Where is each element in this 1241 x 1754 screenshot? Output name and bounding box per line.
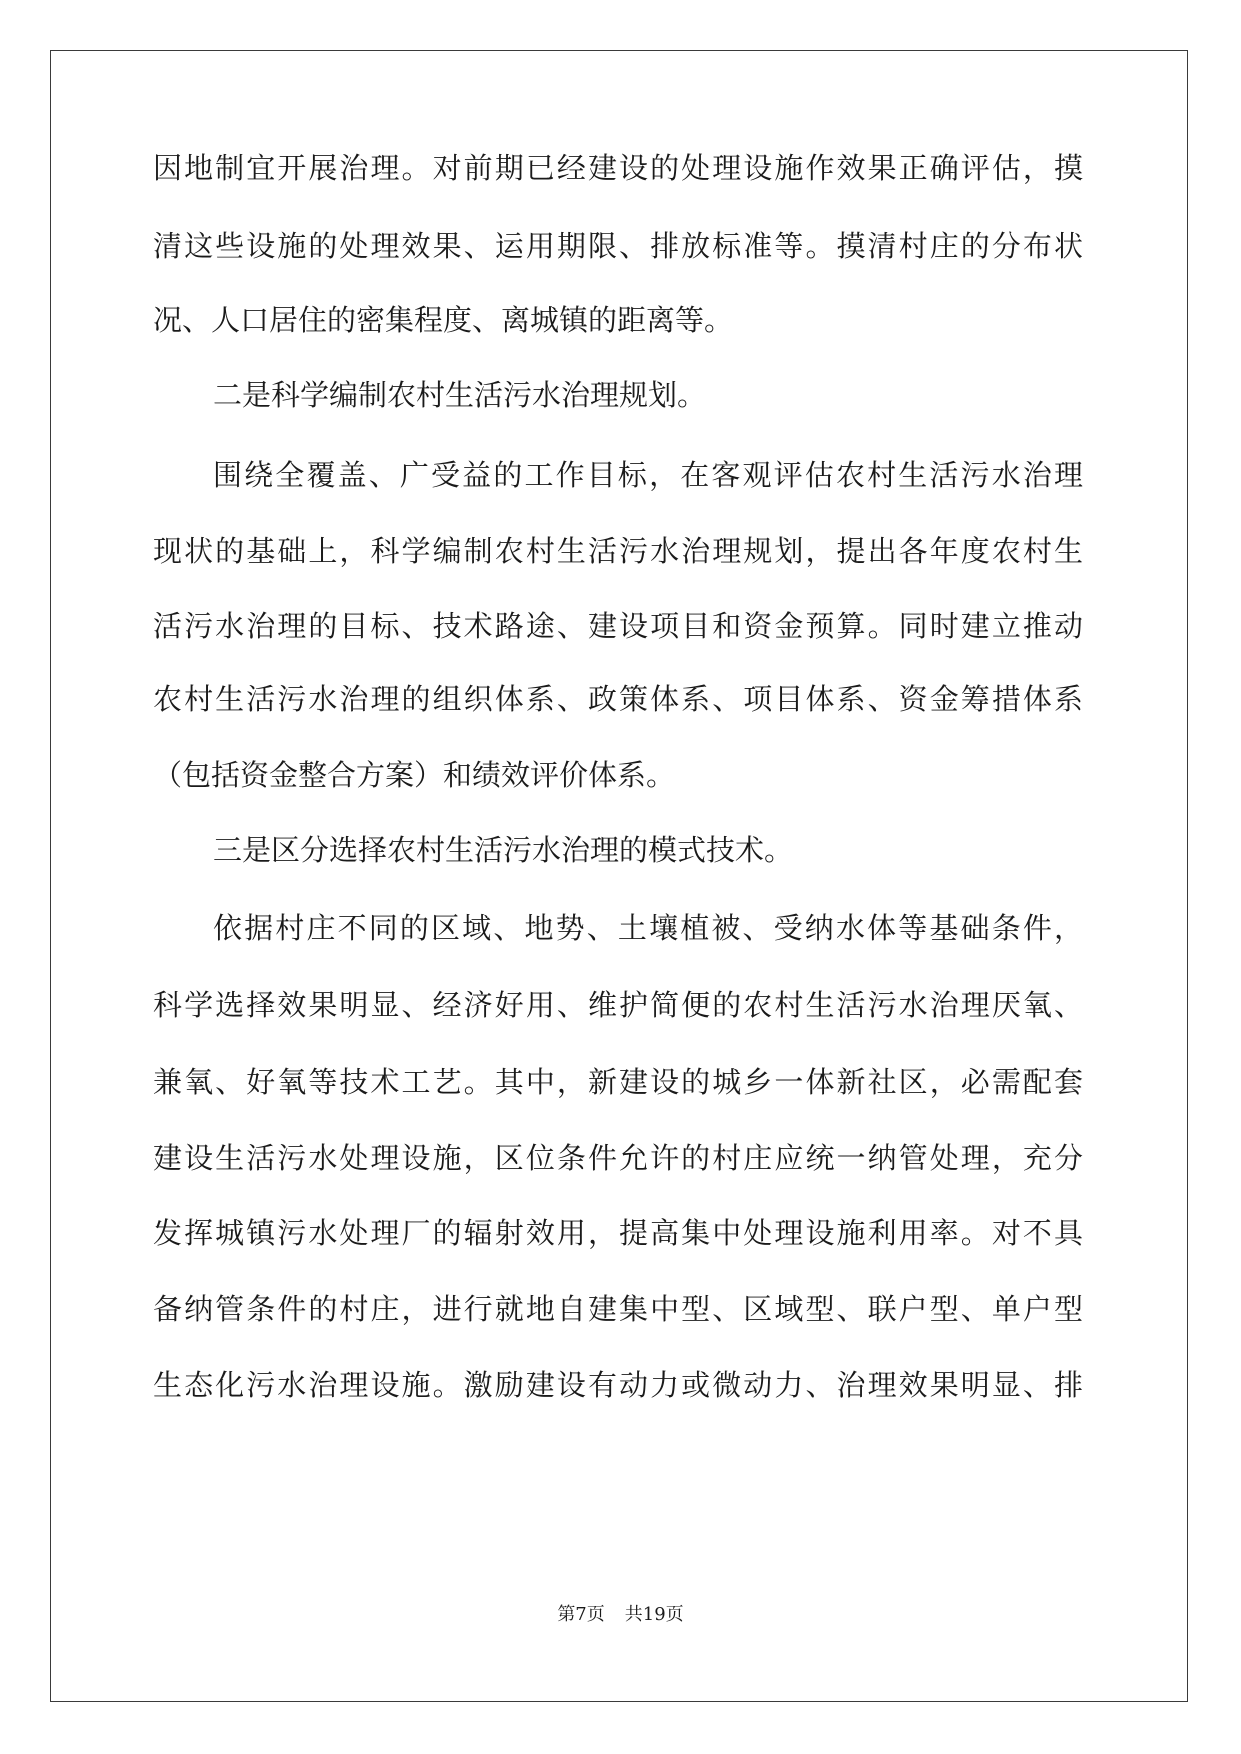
body-text-line: 况、人口居住的密集程度、离城镇的距离等。 <box>153 303 734 337</box>
body-text-line: 现状的基础上，科学编制农村生活污水治理规划，提出各年度农村生 <box>153 534 1083 568</box>
page-footer <box>0 1603 1241 1627</box>
body-text-line: 备纳管条件的村庄，进行就地自建集中型、区域型、联户型、单户型 <box>153 1292 1083 1326</box>
section-heading-line: 三是区分选择农村生活污水治理的模式技术。 <box>213 833 794 867</box>
page-border <box>50 50 1188 1702</box>
body-text-line: 生态化污水治理设施。激励建设有动力或微动力、治理效果明显、排 <box>153 1368 1083 1402</box>
page-number-label: 第7页 <box>557 1604 605 1625</box>
body-text-line: 依据村庄不同的区域、地势、土壤植被、受纳水体等基础条件， <box>213 911 1083 945</box>
body-text-line: 因地制宜开展治理。对前期已经建设的处理设施作效果正确评估，摸 <box>153 151 1083 185</box>
body-text-line: 围绕全覆盖、广受益的工作目标，在客观评估农村生活污水治理 <box>213 458 1083 492</box>
body-text-line: 农村生活污水治理的组织体系、政策体系、项目体系、资金筹措体系 <box>153 682 1083 716</box>
page-total-label: 共19页 <box>624 1604 684 1625</box>
body-text-line: 发挥城镇污水处理厂的辐射效用，提高集中处理设施利用率。对不具 <box>153 1216 1083 1250</box>
body-text-line: 活污水治理的目标、技术路途、建设项目和资金预算。同时建立推动 <box>153 609 1083 643</box>
section-heading-line: 二是科学编制农村生活污水治理规划。 <box>213 378 707 412</box>
body-text-line: 科学选择效果明显、经济好用、维护简便的农村生活污水治理厌氧、 <box>153 988 1083 1022</box>
body-text-line: 建设生活污水处理设施，区位条件允许的村庄应统一纳管处理，充分 <box>153 1141 1083 1175</box>
body-text-line: 兼氧、好氧等技术工艺。其中，新建设的城乡一体新社区，必需配套 <box>153 1065 1083 1099</box>
body-text-line: 清这些设施的处理效果、运用期限、排放标准等。摸清村庄的分布状 <box>153 229 1083 263</box>
body-text-line: （包括资金整合方案）和绩效评价体系。 <box>153 758 676 792</box>
